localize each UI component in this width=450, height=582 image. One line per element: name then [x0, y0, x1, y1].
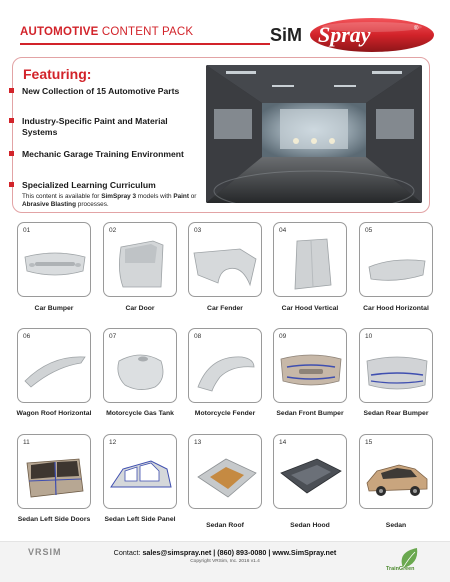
- vrsim-logo: VRSIM: [28, 547, 62, 557]
- svg-text:SiM: SiM: [270, 25, 303, 45]
- part-card-car-door[interactable]: 02: [103, 222, 177, 297]
- part-caption: Car Door: [125, 305, 155, 312]
- sedan-rear-bumper-icon: [363, 341, 431, 399]
- part-card-car-hood-horizontal[interactable]: 05: [359, 222, 433, 297]
- part-card-car-bumper[interactable]: 01: [17, 222, 91, 297]
- part-caption: Car Hood Vertical: [281, 305, 339, 312]
- part-card-car-hood-vertical[interactable]: 04: [273, 222, 347, 297]
- svg-text:®: ®: [414, 26, 419, 32]
- part-caption: Sedan Rear Bumper: [363, 410, 429, 417]
- sedan-side-panel-icon: [107, 447, 175, 505]
- part-card-wagon-roof-horizontal[interactable]: 06: [17, 328, 91, 403]
- car-hood-vertical-icon: [277, 235, 345, 293]
- garage-environment-image: [206, 65, 422, 203]
- part-card-sedan-rear-bumper[interactable]: 10: [359, 328, 433, 403]
- part-card-car-fender[interactable]: 03: [188, 222, 262, 297]
- traingreen-logo: TrainGreen: [386, 566, 415, 572]
- part-caption: Motorcycle Fender: [194, 410, 256, 417]
- page-title: AUTOMOTIVE CONTENT PACK: [20, 26, 194, 38]
- part-caption: Car Bumper: [34, 305, 74, 312]
- contact-info[interactable]: sales@simspray.net | (860) 893-0080 | www.SimSpray.net: [142, 548, 337, 557]
- featuring-heading: Featuring:: [23, 66, 92, 82]
- part-card-motorcycle-fender[interactable]: 08: [188, 328, 262, 403]
- part-caption: Motorcycle Gas Tank: [106, 410, 174, 417]
- svg-text:Spray: Spray: [318, 22, 371, 47]
- part-card-sedan[interactable]: 15: [359, 434, 433, 509]
- parts-grid: [17, 222, 433, 542]
- car-hood-horizontal-icon: [363, 235, 431, 293]
- part-caption: Wagon Roof Horizontal: [16, 410, 92, 417]
- part-caption: Sedan Roof: [206, 522, 244, 529]
- part-card-sedan-front-bumper[interactable]: 09: [273, 328, 347, 403]
- part-card-motorcycle-gas-tank[interactable]: 07: [103, 328, 177, 403]
- part-card-sedan-left-side-doors[interactable]: 11: [17, 434, 91, 509]
- simspray-logo: [268, 16, 436, 54]
- contact-line: Contact: sales@simspray.net | (860) 893-0080 | www.SimSpray.net: [113, 548, 337, 557]
- feature-item: Industry-Specific Paint and Material Systems: [18, 116, 188, 137]
- feature-item: Specialized Learning Curriculum: [18, 180, 188, 191]
- header: [0, 16, 450, 52]
- part-card-sedan-left-side-panel[interactable]: 12: [103, 434, 177, 509]
- sedan-roof-icon: [192, 447, 260, 505]
- feature-item: New Collection of 15 Automotive Parts: [18, 86, 188, 97]
- sedan-icon: [363, 447, 431, 505]
- part-caption: Sedan Front Bumper: [276, 410, 344, 417]
- part-caption: Sedan: [385, 522, 407, 529]
- motorcycle-fender-icon: [192, 341, 260, 399]
- part-caption: Car Fender: [207, 305, 243, 312]
- car-door-icon: [107, 235, 175, 293]
- car-bumper-icon: [21, 235, 89, 293]
- part-card-sedan-hood[interactable]: 14: [273, 434, 347, 509]
- part-card-sedan-roof[interactable]: 13: [188, 434, 262, 509]
- availability-note: This content is available for SimSpray 3 models with Paint or Abrasive Blasting processes.: [22, 193, 197, 209]
- part-caption: Sedan Left Side Panel: [104, 516, 176, 523]
- part-caption: Car Hood Horizontal: [363, 305, 429, 312]
- feature-item: Mechanic Garage Training Environment: [18, 149, 188, 160]
- sedan-hood-icon: [277, 447, 345, 505]
- part-caption: Sedan Hood: [290, 522, 330, 529]
- wagon-roof-icon: [21, 341, 89, 399]
- gas-tank-icon: [107, 341, 175, 399]
- car-fender-icon: [192, 235, 260, 293]
- sedan-front-bumper-icon: [277, 341, 345, 399]
- header-rule: [20, 43, 270, 45]
- sedan-side-doors-icon: [21, 447, 89, 505]
- copyright: Copyright VRSim, Inc. 2016 v1.4: [190, 559, 260, 564]
- part-caption: Sedan Left Side Doors: [17, 516, 91, 523]
